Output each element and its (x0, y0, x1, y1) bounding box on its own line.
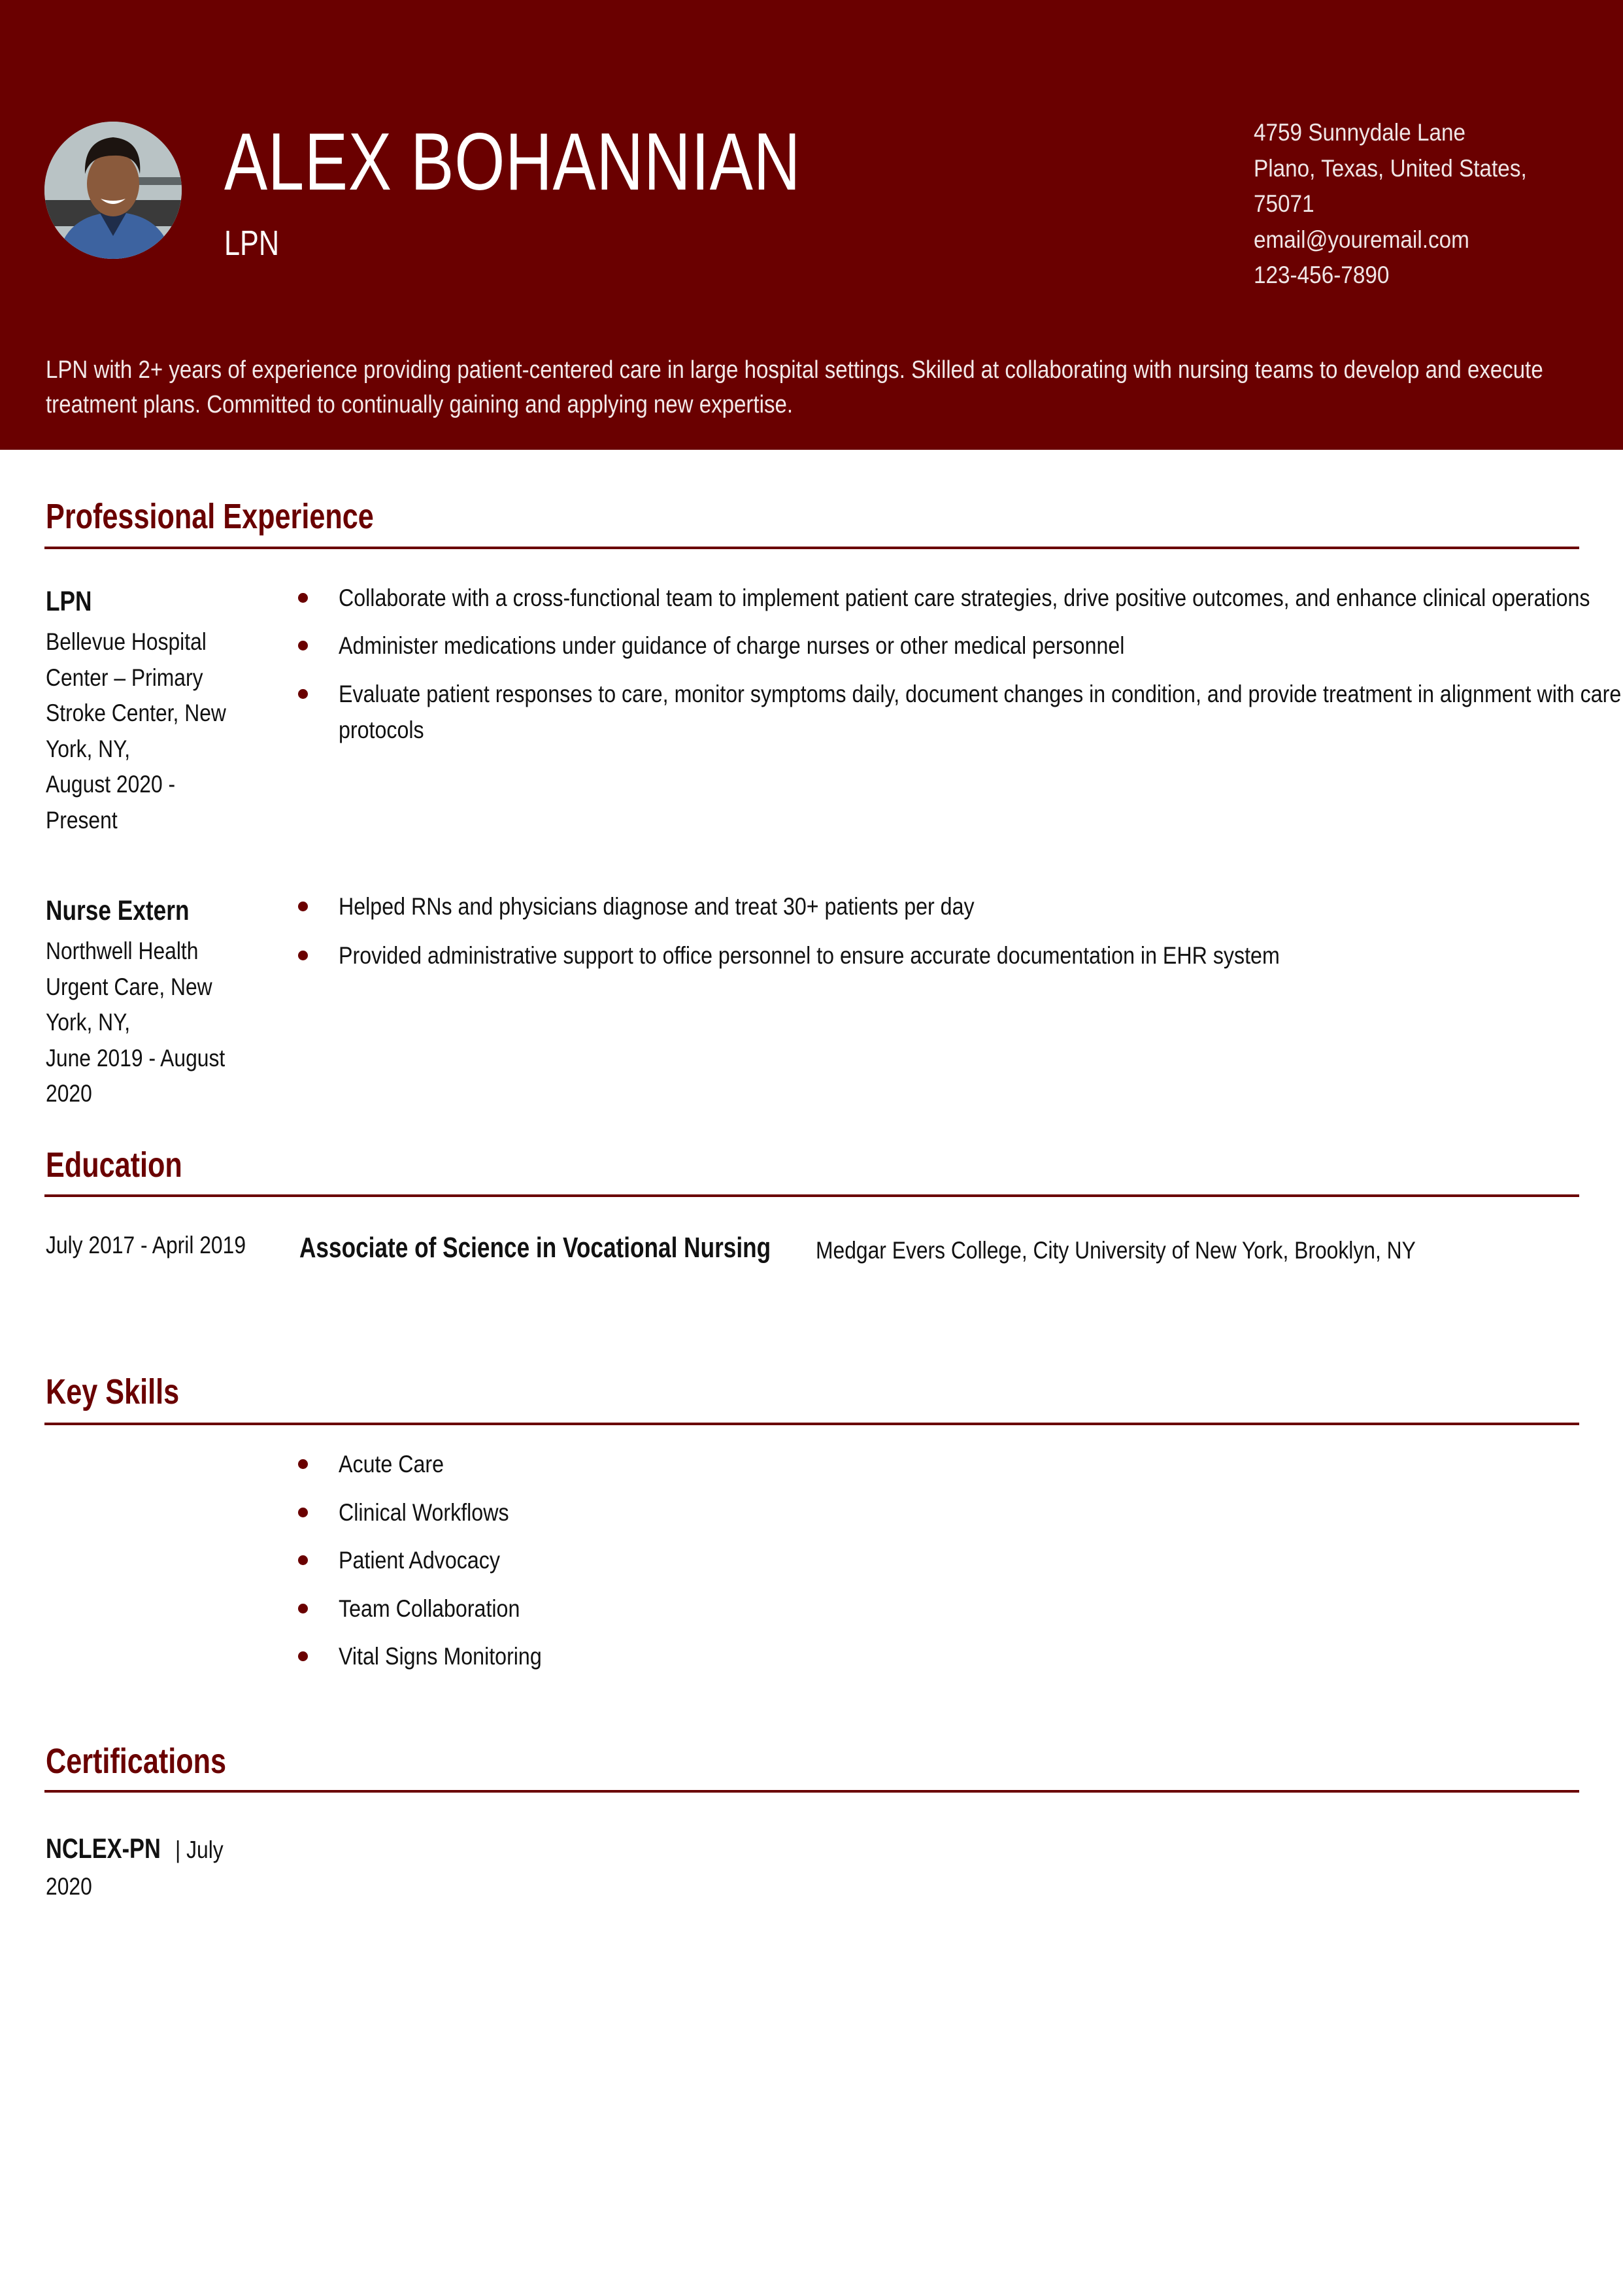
job-employer-dates (46, 934, 261, 1112)
job-meta-line: Center – Primary (46, 664, 203, 691)
phone-number: 123-456-7890 (1254, 262, 1390, 288)
education-dates: July 2017 - April 2019 (46, 1232, 246, 1258)
bullet-dot-icon (298, 1459, 308, 1469)
certification-date (175, 1832, 224, 1868)
job-employer-dates (46, 624, 261, 838)
candidate-title-text: LPN (224, 224, 280, 263)
section-divider (44, 1790, 1579, 1793)
section-divider (44, 1194, 1579, 1197)
candidate-name (224, 116, 945, 208)
section-heading-experience: Professional Experience (46, 497, 374, 536)
skill-item: Team Collaboration (298, 1591, 1579, 1627)
bullet-dot-icon (298, 902, 308, 911)
bullet-dot-icon (298, 641, 308, 650)
bullet-item: Evaluate patient responses to care, monitor symptoms daily, document changes in condition, and provide treatment in alignment with care protocols (298, 677, 1579, 748)
skill-item: Acute Care (298, 1447, 1579, 1483)
certification-name: NCLEX-PN (46, 1833, 161, 1865)
bullet-dot-icon (298, 689, 308, 699)
contact-info (1254, 115, 1557, 294)
candidate-name-text: ALEX BOHANNIAN (224, 117, 801, 207)
resume-header (0, 0, 1623, 450)
skills-list (298, 1447, 1579, 1675)
education-degree: Associate of Science in Vocational Nursing (299, 1232, 771, 1264)
bullet-item: Administer medications under guidance of charge nurses or other medical personnel (298, 628, 1579, 664)
job-meta-line: Stroke Center, New (46, 700, 226, 726)
section-heading-skills: Key Skills (46, 1372, 180, 1411)
education-school: Medgar Evers College, City University of New York, Brooklyn, NY (816, 1237, 1416, 1264)
section-divider (44, 547, 1579, 549)
bullet-item: Collaborate with a cross-functional team to implement patient care strategies, drive positive outcomes, and enhance clinical operations (298, 581, 1579, 616)
job-meta-line: Urgent Care, New (46, 973, 212, 1000)
address-line-1: 4759 Sunnydale Lane (1254, 119, 1466, 146)
email-link[interactable]: email@youremail.com (1254, 226, 1469, 253)
certification-year: 2020 (46, 1873, 92, 1900)
job-meta-line: York, NY, (46, 1009, 131, 1036)
job-meta-line: 2020 (46, 1080, 92, 1107)
job-title: Nurse Extern (46, 895, 190, 926)
job-meta-line: August 2020 - (46, 771, 176, 798)
section-heading-certifications: Certifications (46, 1742, 227, 1781)
skill-item: Vital Signs Monitoring (298, 1639, 1579, 1675)
job-meta-line: York, NY, (46, 735, 131, 762)
education-entry (299, 1232, 1416, 1264)
person-avatar-icon (44, 122, 182, 259)
bullet-dot-icon (298, 1508, 308, 1517)
section-divider (44, 1423, 1579, 1425)
profile-photo (44, 122, 182, 259)
bullet-dot-icon (298, 1651, 308, 1661)
job-meta-line: Present (46, 806, 118, 834)
address-line-2: Plano, Texas, United States, (1254, 154, 1527, 182)
section-heading-education: Education (46, 1145, 182, 1185)
address-zip: 75071 (1254, 190, 1314, 217)
separator: | (175, 1836, 181, 1863)
professional-summary (46, 353, 1588, 422)
skill-item: Clinical Workflows (298, 1495, 1579, 1531)
bullet-dot-icon (298, 1555, 308, 1565)
bullet-dot-icon (298, 951, 308, 960)
job-bullets (298, 889, 1579, 973)
bullet-item: Helped RNs and physicians diagnose and treat 30+ patients per day (298, 889, 1579, 925)
bullet-dot-icon (298, 593, 308, 603)
job-meta-line: Bellevue Hospital (46, 628, 207, 655)
job-meta-line: Northwell Health (46, 937, 199, 964)
job-meta-line: June 2019 - August (46, 1044, 226, 1072)
certification-month: July (186, 1836, 224, 1863)
bullet-item: Provided administrative support to office personnel to ensure accurate documentation in EHR system (298, 938, 1579, 974)
skill-item: Patient Advocacy (298, 1543, 1579, 1579)
summary-text: LPN with 2+ years of experience providing patient-centered care in large hospital settings. Skilled at collaborating with nursing teams to develop and execute treatment plans. Committed to continually gaining and applying new expertise. (46, 356, 1543, 418)
certification-entry (46, 1831, 224, 1900)
job-bullets (298, 581, 1622, 748)
candidate-title (224, 222, 293, 264)
job-title: LPN (46, 586, 92, 617)
bullet-dot-icon (298, 1604, 308, 1613)
